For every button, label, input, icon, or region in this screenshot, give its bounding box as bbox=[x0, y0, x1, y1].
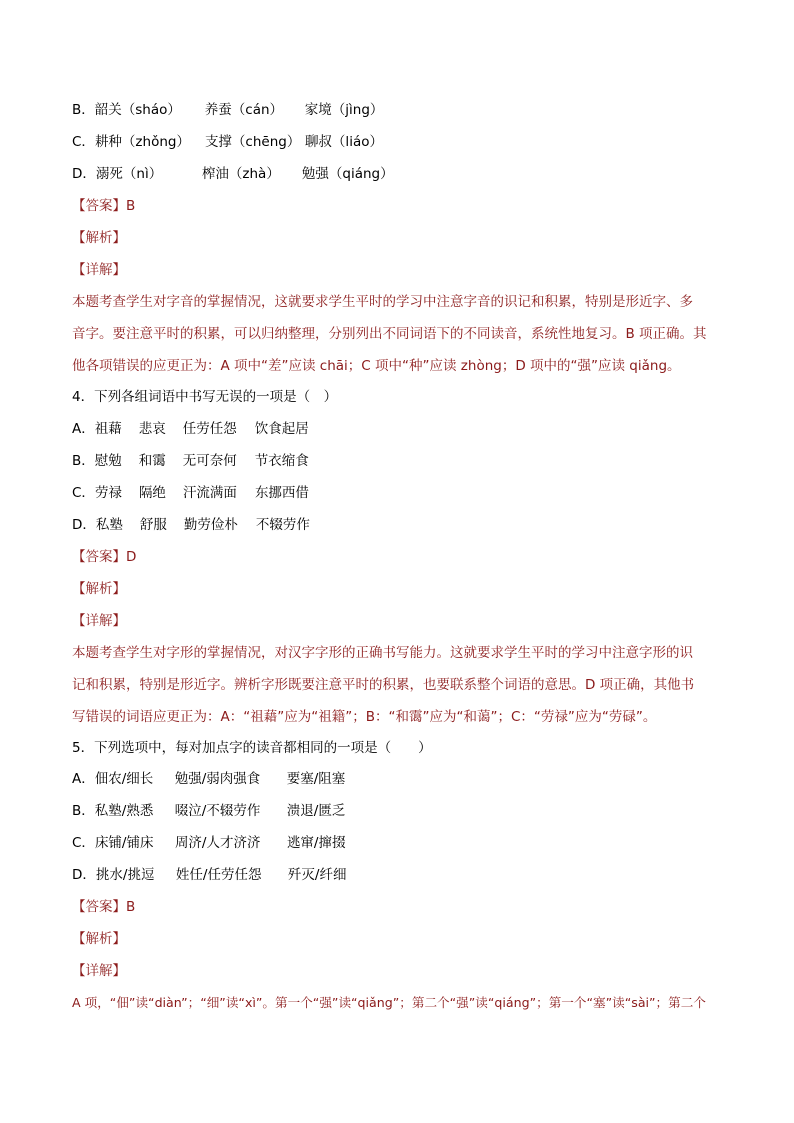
q5-option-b: B．私塾/熟悉 啜泣/不辍劳作 溃退/匮乏 bbox=[72, 803, 346, 819]
q4-detail-text: 本题考查学生对字形的掌握情况，对汉字字形的正确书写能力。这就要求学生平时的学习中注意字形的识 记和积累，特别是形近字。辨析字形既要注意平时的积累，也要联系整个词语的意思。D 项正确，其他书 写错误的词语应更正为：A：“祖藉”应为“祖籍”；B：“和霭”应为“和蔼”；C：“劳禄”应为“劳碌”。 bbox=[72, 645, 695, 725]
q5-option-d: D．挑水/挑逗 姓任/任劳任怨 歼灭/纤细 bbox=[72, 867, 347, 883]
q4-title: 4．下列各组词语中书写无误的一项是（ ） bbox=[72, 389, 338, 405]
q4-answer: 【答案】D bbox=[72, 549, 137, 565]
q4-option-c: C．劳禄 隔绝 汗流满面 东挪西借 bbox=[72, 485, 309, 501]
q5-answer: 【答案】B bbox=[72, 899, 136, 915]
q5-detail-label: 【详解】 bbox=[72, 963, 126, 979]
q3-detail-label: 【详解】 bbox=[72, 262, 126, 278]
q4-detail-label: 【详解】 bbox=[72, 613, 126, 629]
q3-analysis-label: 【解析】 bbox=[72, 230, 126, 246]
q3-answer: 【答案】B bbox=[72, 198, 136, 214]
q4-option-b: B．慰勉 和霭 无可奈何 节衣缩食 bbox=[72, 453, 309, 469]
q5-detail-text: A 项，“佃”读“diàn”；“细”读“xì”。第一个“强”读“qiǎng”；第二个“强”读“qiáng”；第一个“塞”读“sài”；第二个 bbox=[72, 995, 706, 1010]
q5-title: 5．下列选项中，每对加点字的读音都相同的一项是（ ） bbox=[72, 740, 432, 756]
q4-option-a: A．祖藉 悲哀 任劳任怨 饮食起居 bbox=[72, 421, 309, 437]
q3-detail-text: 本题考查学生对字音的掌握情况，这就要求学生平时的学习中注意字音的识记和积累，特别是形近字、多 音字。要注意平时的积累，可以归纳整理，分别列出不同词语下的不同读音，系统性地复习。B 项正确。其 他各项错误的应更正为：A 项中“差”应读 chāi；C 项中“种”应读 zhòng；D 项中的“强”应读 qiǎng。 bbox=[72, 294, 707, 374]
q3-option-c: C．耕种（zhǒng） 支撑（chēng） 聊叔（liáo） bbox=[72, 134, 383, 150]
q3-option-b: B．韶关（sháo） 养蚕（cán） 家境（jìng） bbox=[72, 102, 384, 118]
q4-option-d: D．私塾 舒服 勤劳俭朴 不辍劳作 bbox=[72, 517, 310, 533]
q3-option-d: D．溺死（nì） 榨油（zhà） 勉强（qiáng） bbox=[72, 166, 394, 182]
q4-analysis-label: 【解析】 bbox=[72, 581, 126, 597]
q5-analysis-label: 【解析】 bbox=[72, 931, 126, 947]
q5-option-c: C．床铺/铺床 周济/人才济济 逃窜/撺掇 bbox=[72, 835, 346, 851]
q5-option-a: A．佃农/细长 勉强/弱肉强食 要塞/阻塞 bbox=[72, 771, 346, 787]
